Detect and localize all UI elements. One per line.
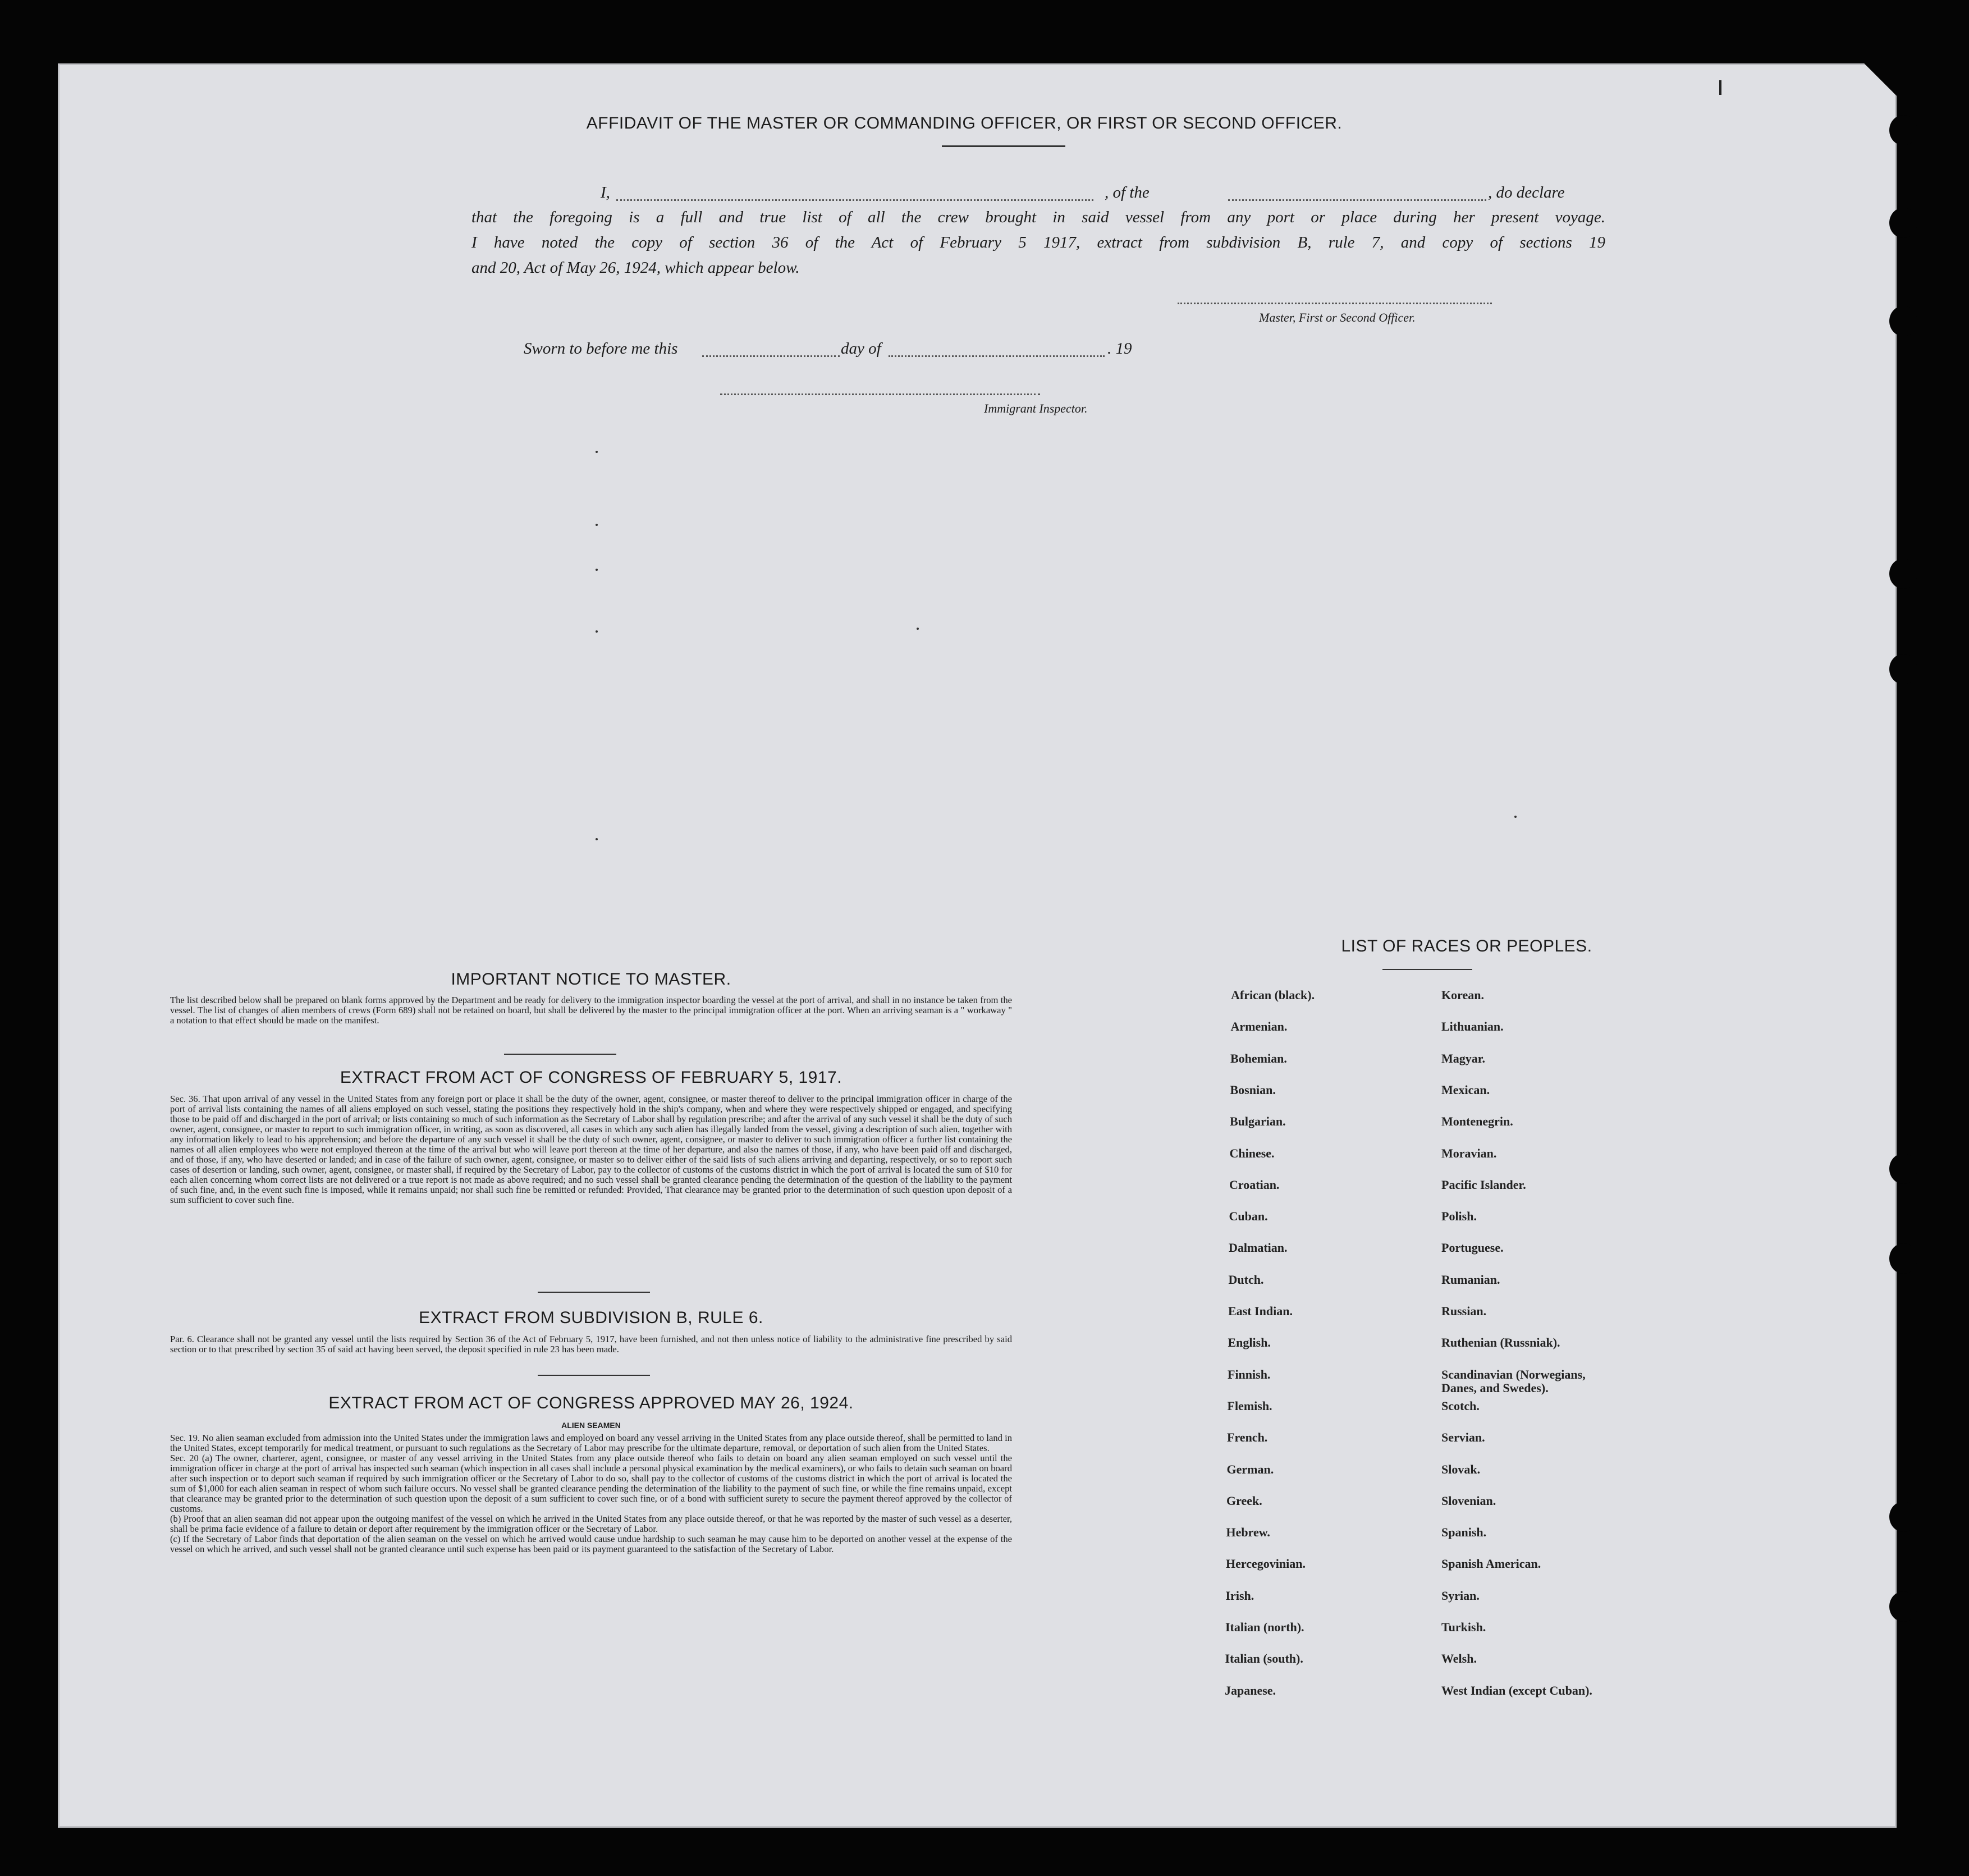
race-item: Irish. (1225, 1588, 1254, 1603)
race-item: Armenian. (1230, 1019, 1288, 1034)
race-item: Flemish. (1227, 1398, 1272, 1413)
speck (596, 838, 598, 840)
binder-hole (1889, 1243, 1917, 1274)
race-item: Bulgarian. (1230, 1114, 1286, 1129)
binder-hole (1889, 306, 1917, 336)
speck (596, 569, 598, 571)
affidavit-of-the-label: , of the (1105, 184, 1150, 202)
master-name-field[interactable] (616, 199, 1093, 201)
affidavit-line2: that the foregoing is a full and true list of all the crew brought in said vessel from any port or place during her present voyage. (471, 208, 1605, 226)
race-item: Spanish. (1441, 1525, 1487, 1540)
folded-corner (1864, 63, 1897, 96)
race-item: Korean. (1441, 988, 1484, 1002)
race-item: French. (1227, 1430, 1268, 1445)
race-item: Magyar. (1441, 1051, 1486, 1065)
race-item: Bosnian. (1230, 1082, 1276, 1097)
affidavit-title: AFFIDAVIT OF THE MASTER OR COMMANDING OFFICER, OR FIRST OR SECOND OFFICER. (586, 114, 1343, 132)
alien-seamen-subtitle: ALIEN SEAMEN (561, 1421, 621, 1430)
speck (596, 630, 598, 633)
vessel-name-field[interactable] (1228, 199, 1486, 201)
binder-hole (1889, 1502, 1917, 1532)
race-item: West Indian (except Cuban). (1441, 1683, 1592, 1697)
speck (917, 628, 919, 630)
speck (596, 451, 598, 453)
document-page (58, 63, 1897, 1828)
race-item: Scandinavian (Norwegians, Danes, and Swedes). (1441, 1367, 1586, 1395)
race-item: East Indian. (1228, 1304, 1293, 1318)
speck (596, 524, 598, 526)
race-item: Ruthenian (Russniak). (1441, 1335, 1560, 1350)
inspector-signature-line[interactable] (720, 393, 1040, 395)
races-right-column (1441, 989, 1722, 1774)
race-item: Bohemian. (1230, 1051, 1287, 1065)
binder-hole (1889, 654, 1917, 684)
race-item: Hebrew. (1226, 1525, 1270, 1540)
extract-1917-title: EXTRACT FROM ACT OF CONGRESS OF FEBRUARY 5, 1917. (340, 1068, 842, 1087)
race-item: Montenegrin. (1441, 1114, 1513, 1129)
notice-text: The list described below shall be prepared on blank forms approved by the Department and be ready for delivery to the immigration inspector boarding the vessel at the port of arrival, and shall in no instance be taken from the vessel. The list of changes of alien members of crews (Form 689) shall not be retained on board, but shall be delivered by the master to the principal immigration officer at the port. When an arriving seaman is a " workaway " a notation to that effect should be made on the manifest. (170, 995, 1012, 1026)
race-item: Lithuanian. (1441, 1019, 1504, 1034)
notice-divider (504, 1054, 616, 1055)
binder-hole (1889, 208, 1917, 238)
race-item: English. (1228, 1335, 1271, 1350)
race-item: Moravian. (1441, 1146, 1497, 1160)
race-item: Polish. (1441, 1209, 1477, 1224)
sec-20b-text: (b) Proof that an alien seaman did not appear upon the outgoing manifest of the vessel on which he arrived in the United States from any place outside thereof, or that he was reported by the master of such vessel as a deserter, shall be prima facie evidence of a failure to detain or deport after requirement by the immigration officer or the Secretary of Labor. (170, 1513, 1012, 1534)
binder-hole (1889, 115, 1917, 145)
subdivision-b-divider (538, 1375, 650, 1376)
race-item: Slovak. (1441, 1462, 1481, 1476)
sec-19-text: Sec. 19. No alien seaman excluded from admission into the United States under the immigration laws and employed on board any vessel arriving in the United States from any place outside thereof, shall be permitted to land in the United States, except temporarily for medical treatment, or pursuant to such regulations as the Secretary of Labor may prescribe for the ultimate departure, removal, or deportation of such alien from the United States. (170, 1433, 1012, 1453)
race-item: Scotch. (1441, 1398, 1480, 1413)
race-item: Servian. (1441, 1430, 1485, 1445)
binder-hole (1889, 559, 1917, 589)
race-item: German. (1226, 1462, 1274, 1476)
subdivision-b-text: Par. 6. Clearance shall not be granted any vessel until the lists required by Section 36 of the Act of February 5, 1917, have been furnished, and not then unless notice of liability to the administrative fine prescribed by said section or to that prescribed by section 35 of said act having been served, the deposit specified in rule 23 has been made. (170, 1334, 1012, 1355)
notice-title: IMPORTANT NOTICE TO MASTER. (451, 970, 731, 989)
race-item: Croatian. (1229, 1177, 1280, 1192)
race-item: Russian. (1441, 1304, 1487, 1318)
sworn-month-field[interactable] (889, 355, 1105, 357)
race-item: Italian (north). (1225, 1620, 1304, 1634)
race-item: Finnish. (1228, 1367, 1271, 1381)
inspector-signature-label: Immigrant Inspector. (984, 401, 1088, 415)
sworn-day-field[interactable] (702, 355, 840, 357)
extract-1924-title: EXTRACT FROM ACT OF CONGRESS APPROVED MAY 26, 1924. (328, 1394, 854, 1412)
race-item: African (black). (1231, 988, 1315, 1002)
races-title: LIST OF RACES OR PEOPLES. (1341, 937, 1592, 955)
master-signature-label: Master, First or Second Officer. (1259, 310, 1416, 324)
sworn-year-label: . 19 (1107, 340, 1132, 358)
affidavit-line3: I have noted the copy of section 36 of the Act of February 5 1917, extract from subdivision B, rule 7, and copy of sections 19 (471, 234, 1605, 251)
race-item: Hercegovinian. (1226, 1557, 1306, 1571)
sec-20c-text: (c) If the Secretary of Labor finds that deportation of the alien seaman on the vessel on which he arrived would cause undue hardship to such seaman he may cause him to be deported on another vessel at the expense of the vessel on which he arrived, and such vessel shall not be granted clearance until such expense has been paid or its payment guaranteed to the satisfaction of the Secretary of Labor. (170, 1534, 1012, 1554)
sworn-day-of-label: day of (841, 340, 881, 358)
binder-hole (1889, 1154, 1917, 1184)
extract-1917-text: Sec. 36. That upon arrival of any vessel in the United States from any foreign port or place it shall be the duty of the owner, agent, consignee, or master thereof to deliver to the principal immigration officer in charge of the port of arrival lists containing the names of all aliens employed on such vessel, stating the positions they respectively hold in the ship's company, when and where they were respectively shipped or engaged, and specifying those to be paid off and discharged in the port of arrival; or lists containing so much of such information as the Secretary of Labor shall by regulation prescribe; and after the arrival of any such vessel it shall be the duty of such owner, agent, consignee, or master to report to such immigration officer, in writing, as soon as discovered, all cases in which any such alien has illegally landed from the vessel, giving a description of such alien, together with any information likely to lead to his apprehension; and before the departure of any such vessel it shall be the duty of such owner, agent, consignee, or master to deliver to such immigration officer a further list containing the names of all alien employees who were not employed thereon at the time of the arrival but who will leave port thereon at the time of her departure, and also the names of those, if any, who have been paid off and discharged, and of those, if any, who have deserted or landed; and in case of the failure of such owner, agent, consignee, or master so to deliver either of the said lists of such aliens arriving and departing, respectively, or so to report such cases of desertion or landing, such owner, agent, consignee, or master shall, if required by the Secretary of Labor, pay to the collector of customs of the customs district in which the port of arrival is located the sum of $10 for each alien concerning whom correct lists are not delivered or a true report is not made as above required; and no such vessel shall be granted clearance pending the determination of the question of the liability to the payment of such fine, and, in the event such fine is imposed, while it remains unpaid; nor shall such fine be remitted or refunded: Provided, That clearance may be granted prior to the determination of such question upon deposit of a sum sufficient to cover such fine. (170, 1093, 1012, 1205)
sworn-prefix: Sworn to before me this (524, 340, 678, 358)
race-item: Greek. (1226, 1493, 1262, 1508)
affidavit-title-underline (942, 145, 1065, 147)
race-item: Dalmatian. (1229, 1241, 1288, 1255)
races-title-underline (1382, 969, 1472, 970)
affidavit-i-label: I, (601, 184, 610, 202)
speck (1514, 816, 1517, 818)
race-item: Spanish American. (1441, 1557, 1541, 1571)
master-signature-line[interactable] (1178, 303, 1492, 304)
race-item: Cuban. (1229, 1209, 1268, 1224)
race-item: Pacific Islander. (1441, 1177, 1526, 1192)
race-item: Mexican. (1441, 1082, 1490, 1097)
race-item: Portuguese. (1441, 1241, 1504, 1255)
extract-1917-divider (538, 1292, 650, 1293)
race-item: Rumanian. (1441, 1272, 1500, 1287)
race-item: Chinese. (1229, 1146, 1275, 1160)
sec-20a-text: Sec. 20 (a) The owner, charterer, agent, consignee, or master of any vessel arriving in the United States from any place outside thereof who fails to detain on board any alien seaman employed on such vessel until the immigration officer in charge at the port of arrival has inspected such seaman (which inspection in all cases shall include a personal physical examination by the medical examiners), or who fails to detain such seaman on board after such inspection or to deport such seaman if required by such immigration officer or the Secretary of Labor to do so, shall pay to the collector of customs of the customs district in which the port of arrival is located the sum of $1,000 for each alien seaman in respect of whom such failure occurs. No vessel shall be granted clearance pending the determination of the liability to the payment of such fine, or while the fine remains unpaid, except that clearance may be granted prior to the determination of such question upon the deposit of a sum sufficient to cover such fine, or of a bond with sufficient surety to secure the payment thereof approved by the collector of customs. (170, 1453, 1012, 1514)
race-item: Slovenian. (1441, 1493, 1496, 1508)
affidavit-do-declare-label: , do declare (1488, 184, 1565, 202)
race-item: Welsh. (1441, 1651, 1477, 1666)
race-item: Syrian. (1441, 1588, 1480, 1603)
extract-1924-body (170, 1433, 1012, 1554)
binder-hole (1889, 1591, 1917, 1622)
races-left-column (1220, 989, 1433, 1774)
race-item: Dutch. (1228, 1272, 1264, 1287)
subdivision-b-title: EXTRACT FROM SUBDIVISION B, RULE 6. (419, 1308, 763, 1327)
race-item: Italian (south). (1225, 1651, 1303, 1666)
affidavit-line4: and 20, Act of May 26, 1924, which appear below. (471, 259, 800, 277)
page-mark (1719, 80, 1721, 95)
race-item: Japanese. (1225, 1683, 1276, 1697)
race-item: Turkish. (1441, 1620, 1486, 1634)
